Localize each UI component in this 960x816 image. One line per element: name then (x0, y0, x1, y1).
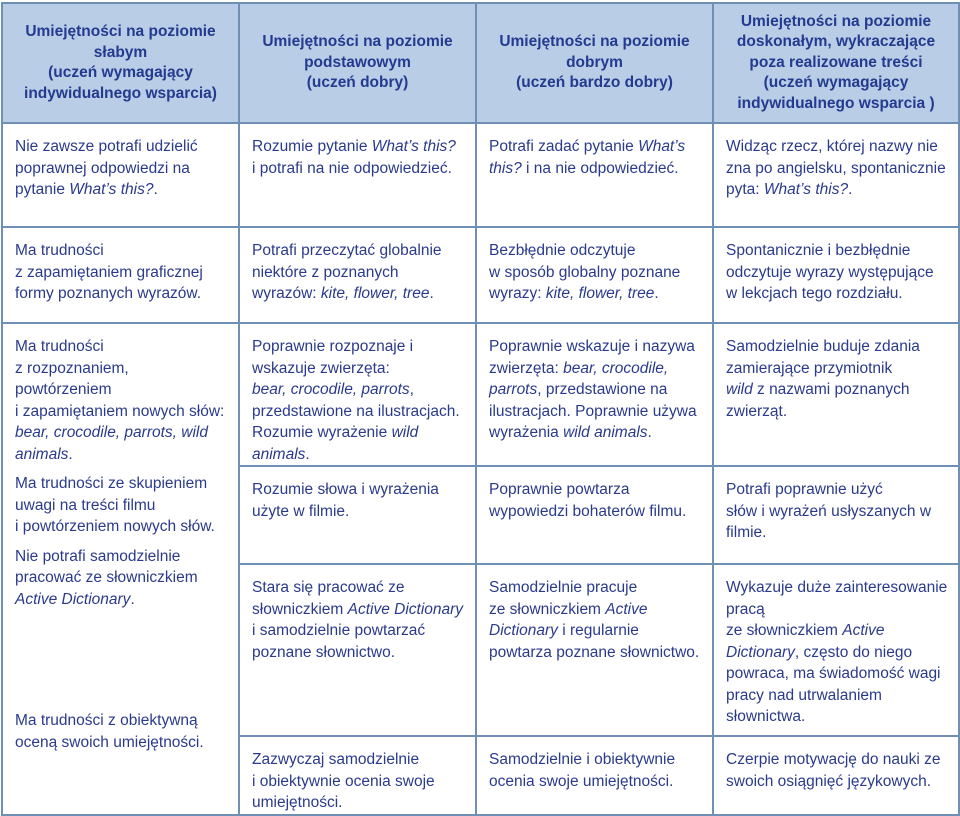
skills-table (1, 2, 960, 816)
cell-weak-reading: Ma trudności z zapamiętaniem graficznej formy poznanych wyrazów. (2, 227, 239, 323)
header-good: Umiejętności na poziomie dobrym (uczeń bardzo dobry) (476, 3, 713, 123)
cell-basic-dictionary: Stara się pracować ze słowniczkiem Active Dictionary i samodzielnie powtarzać poznane słownictwo. (239, 564, 476, 736)
cell-good-self-assessment: Samodzielnie i obiektywnie ocenia swoje umiejętności. (476, 736, 713, 815)
cell-good-question: Potrafi zadać pytanie What’s this? i na nie odpowiedzieć. (476, 123, 713, 227)
weak-self-assessment-text: Ma trudności z obiektywną oceną swoich umiejętności. (15, 712, 204, 751)
weak-dictionary-text: Nie potrafi samodzielnie pracować ze słowniczkiem Active Dictionary. (15, 547, 198, 608)
header-row (2, 3, 959, 123)
cell-good-animals: Poprawnie wskazuje i nazywa zwierzęta: bear, crocodile, parrots, przedstawione na ilustracjach. Poprawnie używa wyrażenia wild animals. (476, 323, 713, 466)
header-basic: Umiejętności na poziomie podstawowym (uczeń dobry) (239, 3, 476, 123)
table-row (2, 123, 959, 227)
cell-excellent-dictionary: Wykazuje duże zainteresowanie pracą ze słowniczkiem Active Dictionary, często do niego powraca, ma świadomość wagi pracy nad utrwalaniem słownictwa. (713, 564, 959, 736)
table-row (2, 227, 959, 323)
header-weak: Umiejętności na poziomie słabym (uczeń wymagający indywidualnego wsparcia) (2, 3, 239, 123)
cell-basic-question: Rozumie pytanie What’s this? i potrafi na nie odpowiedzieć. (239, 123, 476, 227)
cell-basic-reading: Potrafi przeczytać globalnie niektóre z poznanych wyrazów: kite, flower, tree. (239, 227, 476, 323)
weak-animals-text: Ma trudności z rozpoznaniem, powtórzeniem i zapamiętaniem nowych słów: bear, crocodile, parrots, wild animals. (15, 338, 225, 463)
table-row (2, 323, 959, 466)
weak-film-text: Ma trudności ze skupieniem uwagi na treści filmu i powtórzeniem nowych słów. (15, 475, 215, 535)
cell-good-film: Poprawnie powtarza wypowiedzi bohaterów filmu. (476, 466, 713, 564)
cell-good-dictionary: Samodzielnie pracuje ze słowniczkiem Active Dictionary i regularnie powtarza poznane słownictwo. (476, 564, 713, 736)
cell-excellent-reading: Spontanicznie i bezbłędnie odczytuje wyrazy występujące w lekcjach tego rozdziału. (713, 227, 959, 323)
cell-weak-question: Nie zawsze potrafi udzielić poprawnej odpowiedzi na pytanie What’s this?. (2, 123, 239, 227)
cell-excellent-question: Widząc rzecz, której nazwy nie zna po angielsku, spontanicznie pyta: What’s this?. (713, 123, 959, 227)
cell-excellent-film: Potrafi poprawnie użyć słów i wyrażeń usłyszanych w filmie. (713, 466, 959, 564)
cell-excellent-animals: Samodzielnie buduje zdania zamierające przymiotnik wild z nazwami poznanych zwierząt. (713, 323, 959, 466)
cell-good-reading: Bezbłędnie odczytuje w sposób globalny poznane wyrazy: kite, flower, tree. (476, 227, 713, 323)
cell-basic-animals: Poprawnie rozpoznaje i wskazuje zwierzęta: bear, crocodile, parrots, przedstawione na ilustracjach. Rozumie wyrażenie wild animals. (239, 323, 476, 466)
header-excellent: Umiejętności na poziomie doskonałym, wykraczające poza realizowane treści (uczeń wymagający indywidualnego wsparcia ) (713, 3, 959, 123)
cell-excellent-self-assessment: Czerpie motywację do nauki ze swoich osiągnięć językowych. (713, 736, 959, 815)
cell-weak-merged (2, 323, 239, 815)
cell-basic-self-assessment: Zazwyczaj samodzielnie i obiektywnie ocenia swoje umiejętności. (239, 736, 476, 815)
cell-basic-film: Rozumie słowa i wyrażenia użyte w filmie. (239, 466, 476, 564)
